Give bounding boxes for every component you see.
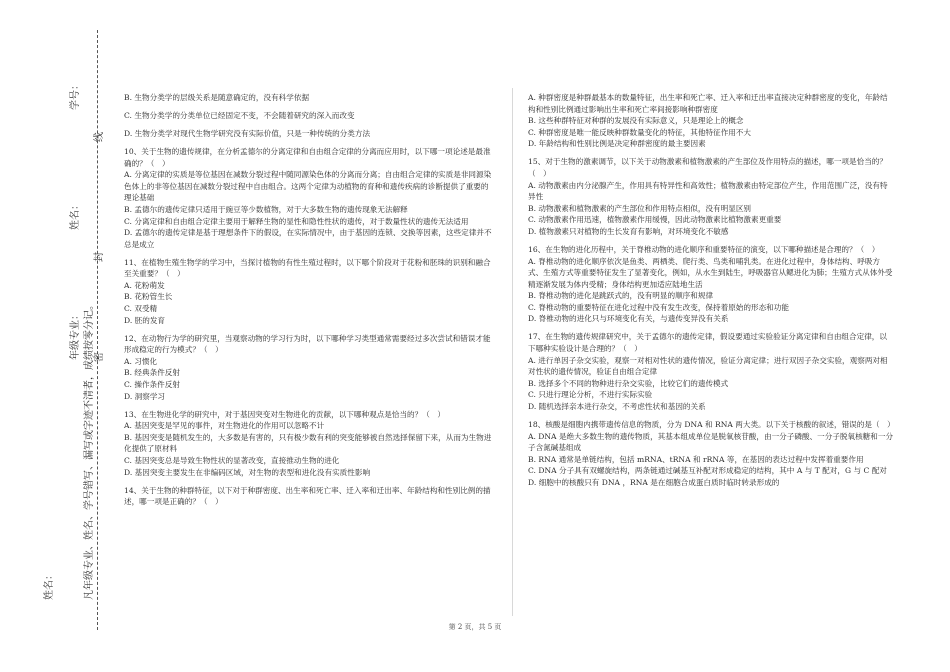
question-block [124,409,496,479]
question-stem: 11、在植物生殖生物学的学习中，当探讨植物的有性生殖过程时，以下哪个阶段对于花粉和胚珠的识别和融合至关重要？（ ） [124,257,491,279]
question-stem: 13、在生物进化学的研究中，对于基因突变对生物进化的贡献，以下哪种观点是恰当的？（ ） [124,409,446,419]
question-stem: 14、关于生物的种群特征，以下对于种群密度、出生率和死亡率、迁入率和迁出率、年龄结构和性别比例的描述，哪一项是正确的？（ ） [124,485,491,507]
binding-margin [0,0,120,672]
school-label: 姓名： [44,570,55,600]
answer-option: B. 脊椎动物的进化是跳跃式的，没有明显的顺序和规律 [528,291,714,301]
answer-option: D. 基因突变主要发生在非编码区域，对生物的表型和进化没有实质性影响 [124,467,371,477]
question-stem: B. 生物分类学的层级关系是随意确定的，没有科学依据 [124,93,310,102]
answer-option: A. 基因突变是罕见的事件，对生物进化的作用可以忽略不计 [124,421,325,431]
answer-option: B. 动物激素和植物激素的产生部位和作用特点相似，没有明显区别 [528,203,752,213]
answer-option: D. 孟德尔的遗传定律是基于理想条件下的假设，在实际情况中，由于基因的连锁、交换等因素，这些定律并不总是成立 [124,228,492,249]
answer-option: A. 习惯化 [124,356,158,366]
answer-option: C. 双受精 [124,304,158,314]
answer-option: C. 分离定律和自由组合定律主要用于解释生物的显性和隐性性状的遗传，对于数量性状的遗传无法适用 [124,216,469,226]
answer-option: B. RNA 通常是单链结构，包括 mRNA、tRNA 和 rRNA 等，在基因的表达过程中发挥着重要作用 [528,454,864,464]
answer-option: C. 脊椎动物的重要特征在进化过程中没有发生改变，保持着原始的形态和功能 [528,302,789,312]
answer-option: D. 胚的发育 [124,315,166,325]
question-stem: 10、关于生物的遗传规律，在分析孟德尔的分离定律和自由组合定律的分离而应用时，以下哪一项论述是最准确的？（ ） [124,146,491,168]
answer-option: A. 动物激素由内分泌腺产生，作用具有特异性和高效性；植物激素由特定部位产生，作用范围广泛，没有特异性 [528,180,888,202]
question-block [124,110,496,122]
answer-option: A. 分离定律的实质是等位基因在减数分裂过程中随同源染色体的分离而分离；自由组合定律的实质是非同源染色体上的非等位基因在减数分裂过程中自由组合。这两个定律为动植物的育种和遗传疾病的诊断提供了重要的理论基础 [124,170,492,203]
question-stem: D. 生物分类学对现代生物学研究没有实际价值，只是一种传统的分类方法 [124,128,371,138]
major-label: 年级专业： [70,310,81,360]
answer-option: A. 花粉萌发 [124,280,165,290]
question-block [528,92,894,150]
page-footer: 第 2 页，共 5 页 [448,623,502,631]
answer-option: C. 基因突变总是导致生物性状的显著改变，直接推动生物的进化 [124,455,340,465]
answer-option: B. 选择多个不同的物种进行杂交实验，比较它们的遗传模式 [528,378,729,388]
question-block [124,128,496,140]
question-stem: C. 生物分类学的分类单位已经固定不变，不会随着研究的深入而改变 [124,110,355,120]
question-block [528,156,894,237]
question-stem: 16、在生物的进化历程中，关于脊椎动物的进化顺序和重要特征的演变，以下哪种描述是合理的？（ ） [528,244,880,254]
column-divider [512,88,513,616]
answer-option: D. 细胞中的核酸只有 DNA ，RNA 是在细胞合成蛋白质时临时转录形成的 [528,477,780,487]
question-stem: 18、核酸是细胞内携带遗传信息的物质，分为 DNA 和 RNA 两大类。以下关于核酸的叙述，错误的是（ ） [528,420,895,429]
answer-option: B. 这些种群特征对种群的发展没有实际意义，只是理论上的概念 [528,116,744,126]
answer-option: C. 只进行理论分析，不进行实际实验 [528,390,653,400]
answer-option: A. 脊椎动物的进化顺序依次是鱼类、两栖类、爬行类、鸟类和哺乳类。在进化过程中，身体结构、呼吸方式、生殖方式等重要特征发生了显著变化，例如，从水生到陆生，呼吸器官从鳃进化为肺；生殖方式从体外受精逐渐发展为体内受精；身体结构更加适应陆地生活 [528,256,893,289]
question-block [124,485,496,508]
answer-option: D. 随机选择亲本进行杂交，不考虑性状和基因的关系 [528,402,706,412]
question-stem: 17、在生物的遗传规律研究中，关于孟德尔的遗传定律，假设要通过实验验证分离定律和自由组合定律，以下哪种实验设计是合理的？（ ） [528,332,887,354]
question-block [528,244,894,325]
answer-option: C. 操作条件反射 [124,380,180,390]
question-block [124,257,496,327]
answer-option: C. DNA 分子具有双螺旋结构，两条链通过碱基互补配对形成稳定的结构，其中 A 与 T 配对，G 与 C 配对 [528,466,887,476]
name-label: 姓名： [70,200,81,230]
seal-label-feng: 封 [94,252,105,262]
instruction-line: 凡年级专业、姓名、学号错写、漏写或字迹不清者，成绩按零分记。 [84,300,95,600]
answer-option: B. 基因突变是随机发生的，大多数是有害的，只有极少数有利的突变能够被自然选择保留下来，从而为生物进化提供了原材料 [124,432,492,454]
question-block [124,333,496,403]
left-column [124,92,496,514]
answer-option: D. 年龄结构和性别比例是决定种群密度的最主要因素 [528,139,706,149]
answer-option: A. 种群密度是种群最基本的数量特征，出生率和死亡率、迁入率和迁出率直接决定种群密度的变化，年龄结构和性别比例通过影响出生率和死亡率间接影响种群密度 [528,93,888,114]
answer-option: A. DNA 是绝大多数生物的遗传物质，其基本组成单位是脱氧核苷酸，由一分子磷酸、一分子脱氧核糖和一分子含氮碱基组成 [528,431,894,453]
answer-option: D. 洞察学习 [124,391,166,401]
answer-option: B. 经典条件反射 [124,368,180,378]
seal-label-mi: 密 [94,352,105,362]
answer-option: C. 种群密度是唯一能反映种群数量变化的特征，其他特征作用不大 [528,127,751,137]
question-block [124,92,496,104]
right-column [528,92,894,495]
question-block [528,419,894,489]
student-id-label: 学号： [70,80,81,110]
answer-option: C. 动物激素作用迅速，植物激素作用缓慢，因此动物激素比植物激素更重要 [528,215,782,225]
question-block [124,146,496,250]
question-block [528,331,894,412]
question-stem: 15、对于生物的激素调节，以下关于动物激素和植物激素的产生部位及作用特点的描述，哪一项是恰当的？（ ） [528,157,887,178]
answer-option: A. 进行单因子杂交实验，观察一对相对性状的遗传情况，验证分离定律；进行双因子杂交实验，观察两对相对性状的遗传情况，验证自由组合定律 [528,355,888,377]
answer-option: B. 孟德尔的遗传定律只适用于豌豆等少数植物，对于大多数生物的遗传现象无法解释 [124,204,408,214]
answer-option: D. 脊椎动物的进化只与环境变化有关，与遗传变异没有关系 [528,314,729,324]
seal-label-xian: 线 [94,132,105,142]
answer-option: B. 花粉管生长 [124,292,173,302]
question-stem: 12、在动物行为学的研究里，当观察动物的学习行为时，以下哪种学习类型通常需要经过多次尝试和错误才能形成稳定的行为模式？（ ） [124,333,491,355]
seal-dashed-line [97,30,98,630]
answer-option: D. 植物激素只对植物的生长发育有影响，对环境变化不敏感 [528,226,729,236]
